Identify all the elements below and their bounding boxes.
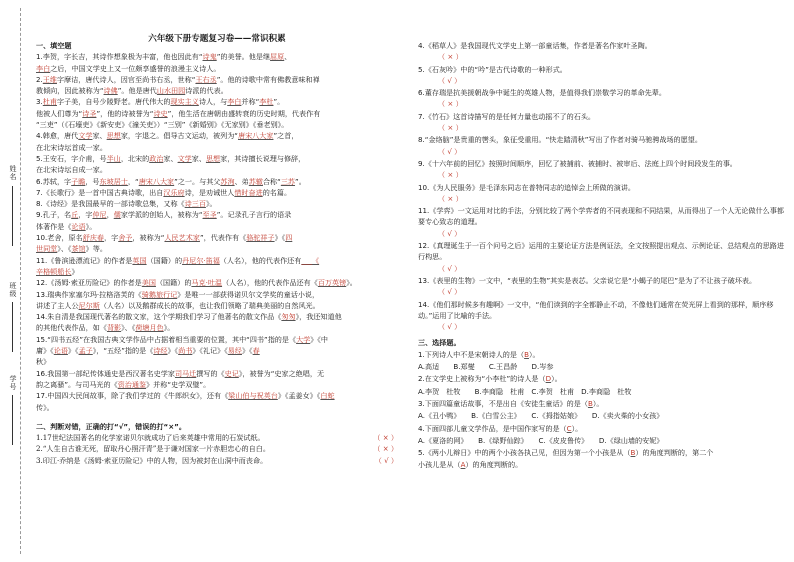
choice-question (418, 459, 788, 470)
answer-blank: 唐宋八大家 (238, 131, 274, 141)
choice-answer: B (524, 349, 529, 359)
choice-options-text: A.李贺 杜牧 B.李商隐 杜甫 C.李贺 杜甫 D.李商隐 杜牧 (418, 386, 632, 396)
judge-text: 2.“人生自古谁无死，留取丹心照汗青”是于谦对国家一片赤胆忠心的自白。 (36, 444, 270, 454)
fill-question-line (36, 334, 398, 345)
choice-stem: 3.下面四篇童话故事，不是出自《安徒生童话》的是（ (418, 398, 588, 408)
judge-question (418, 182, 788, 205)
answer-blank: 诗鬼 (202, 52, 217, 62)
choice-stem: 5.《两小儿辩日》中的两个小孩各执己见，但因为第一个小孩是从（ (418, 448, 631, 458)
binding-dashed-line (20, 8, 21, 554)
judge-mark: √ (384, 455, 389, 465)
judge-mark: × (382, 433, 389, 443)
choice-stem: 4.下面四部儿童文学作品，是中国作家写的是（ (418, 423, 567, 433)
answer-blank: 尼尔斯 (78, 300, 100, 310)
judge-text: 12.《真理诞生于一百个问号之后》运用的主要论证方法是例证法，全文按照提出观点、示例论证、总结观点的思路进行构思。 (418, 241, 784, 262)
choice-options (418, 435, 788, 446)
fill-question-line (36, 108, 398, 119)
judge-question (418, 205, 788, 239)
judge-answer: （ √ ） (374, 455, 398, 465)
judge-mark: √ (447, 322, 452, 332)
judge-mark: √ (447, 75, 452, 85)
question-text: 庸》《 (36, 346, 54, 356)
judge-answer: （ √ ） (438, 287, 462, 297)
answer-blank: 梁山伯与祝英台 (228, 391, 278, 401)
fill-question-line (36, 119, 398, 130)
answer-blank: 苏洵 (220, 176, 235, 186)
fill-question-line (36, 176, 398, 187)
answer-blank: 骆驼祥子 (246, 233, 275, 243)
question-text: 14.朱自清是我国现代著名的散文家，这个学期我们学习了他著名的散文作品《 (36, 312, 282, 322)
choice-options (418, 361, 788, 372)
answer-blank: 王右丞 (195, 74, 217, 84)
question-text: 》，被誉为“史家之绝唱，无 (238, 368, 325, 378)
name-fill-line (12, 186, 13, 246)
choice-question (418, 447, 788, 458)
judge-text: 11.《学弈》一文运用对比的手法，分别比较了两个学弈者的不同表现和不同结果，从而得出了一个人无论做什么事都要专心致志的道理。 (418, 206, 784, 227)
question-text: ”。 (273, 97, 285, 107)
page-title: 六年级下册专题复习卷——常识积累 (148, 34, 286, 44)
question-text: 15.“四书五经”在我国古典文学作品中占据着相当重要的位置，其中“四书”指的是《 (36, 334, 297, 344)
question-text: 2. (36, 74, 43, 84)
answer-blank: 思想 (106, 131, 121, 141)
choice-options (418, 410, 788, 421)
judge-answer: （ × ） (438, 123, 463, 133)
question-text: ”之一。与其父 (174, 176, 221, 186)
answer-blank: 东坡居士 (99, 176, 128, 186)
question-text: （人名），他的代表作品还有《 (222, 278, 318, 288)
question-text: 》、《 (121, 323, 136, 333)
choice-answer: B (587, 398, 593, 408)
answer-blank: 现实主义 (170, 97, 199, 107)
question-text: ”，他生活在唐朝由盛转衰的历史时期，代表作有 (167, 108, 321, 118)
question-text: 撰写的《 (196, 368, 225, 378)
margin-label-class: 班级 (9, 282, 17, 298)
judge-mark: × (447, 99, 454, 109)
judge-answer: （ √ ） (438, 263, 462, 273)
choice-options-text: A.高适 B.郑燮 C.王昌龄 D.岑参 (418, 362, 554, 372)
question-text: 10.老舍，原名 (36, 233, 83, 243)
choice-stem: 1.下列诗人中不是宋朝诗人的是（ (418, 349, 525, 359)
question-text: 合称“ (262, 176, 281, 186)
question-text: 》 (43, 357, 51, 367)
question-text: 诗派的代表。 (185, 86, 228, 96)
question-text: 的名篇。 (262, 187, 292, 197)
question-text: 》是唯一一部获得诺贝尔文学奖的童话小说， (177, 289, 320, 299)
question-text: ”的美誉。他是继 (216, 52, 271, 62)
question-text: 》。 (346, 278, 357, 288)
question-text: ，号 (85, 176, 100, 186)
section-heading-choice: 三、选择题。 (418, 338, 461, 348)
question-text: 体著作是《 (36, 221, 72, 231)
judge-text: 14.《他们那时候多有趣啊》一文中，“他们读到的字全都静止不动，不像他们通常在荧光屏上看到的那样，顺序移动。”运用了比喻的手法。 (418, 299, 774, 320)
question-text: 家，其诗擅长说理与修辞， (220, 153, 306, 163)
choice-options (418, 386, 788, 397)
answer-blank: 半山 (106, 153, 121, 163)
answer-blank: 诗经 (153, 346, 168, 356)
answer-blank: 匆匆 (281, 312, 296, 322)
question-text: ”，他的诗被誉为“ (96, 108, 154, 118)
answer-blank: 史记 (224, 368, 239, 378)
fill-question-line (36, 51, 398, 62)
answer-blank: 诗三百 (184, 199, 206, 209)
question-text: 3. (36, 97, 43, 107)
question-text: 》《 (241, 346, 253, 356)
question-text: 、弟 (234, 176, 249, 186)
fill-questions (36, 51, 398, 413)
judge-answer: （ × ） (438, 170, 463, 180)
question-text: 》、《 (57, 244, 72, 254)
judge-question (36, 455, 398, 466)
choice-question (418, 423, 788, 434)
judge-mark: √ (447, 287, 452, 297)
choice-questions (418, 349, 788, 471)
question-text: 》。 (205, 199, 217, 209)
answer-blank: 背影 (106, 323, 122, 333)
answer-blank: 山水田园 (156, 86, 186, 96)
question-text: 家、 (92, 131, 107, 141)
question-text: 11.《鲁滨逊漂流记》的作者是 (36, 255, 133, 265)
fill-question-line (36, 63, 398, 74)
answer-blank: 三苏 (280, 176, 296, 186)
fill-question-line (36, 130, 398, 141)
choice-answer: A (460, 460, 466, 470)
question-text: 秋 (36, 357, 44, 367)
answer-blank: 王维 (42, 74, 57, 84)
question-text: ”。 (295, 176, 306, 186)
choice-stem-end: ）。 (551, 374, 562, 384)
margin-label-name: 姓名 (9, 165, 17, 181)
answer-blank: 辛格顿船长 (36, 266, 72, 276)
question-text: 》。 (163, 323, 175, 333)
answer-blank: 舍予 (118, 233, 133, 243)
left-column (36, 40, 398, 466)
answer-blank: 屈原 (270, 52, 285, 62)
section-heading-fill: 一、填空题 (36, 41, 72, 50)
fill-question-line (36, 221, 398, 232)
fill-question-line (36, 402, 398, 413)
question-text: 传 (36, 402, 44, 412)
question-text: 》并称“史学双璧”。 (146, 379, 211, 389)
question-text: 6.苏轼，字 (36, 176, 72, 186)
answer-blank: 白蛇 (320, 391, 335, 401)
answer-blank: 诗史 (153, 108, 168, 118)
answer-blank: 四 (285, 233, 293, 243)
judge-question (418, 240, 788, 274)
fill-question-line (36, 153, 398, 164)
answer-blank: 文学 (177, 153, 192, 163)
question-text: （人名），他的代表作还有 (219, 255, 302, 265)
answer-blank: 思想 (205, 153, 221, 163)
question-text: （国籍）的 (146, 255, 183, 265)
question-text: 》。 (43, 402, 54, 412)
section-heading-judge: 二、判断对错，正确的打“√”，错误的打“×”。 (36, 421, 186, 431)
question-text: 13.瑞典作家塞尔玛·拉格洛芙的《 (36, 289, 142, 299)
question-text: ”。记录孔子言行的语录 (216, 210, 292, 220)
question-text: 》《礼记》《 (192, 346, 228, 356)
fill-question-line (36, 96, 398, 107)
question-text: 教倾向，因此被称为“ (36, 86, 104, 96)
judge-mark: √ (447, 263, 452, 273)
id-fill-line (12, 395, 13, 445)
choice-answer: C (566, 423, 572, 433)
question-text: 1.李贺，字长吉，其诗作想象极为丰富，他也因此有“ (36, 52, 203, 62)
choice-stem-end: ）。 (592, 398, 604, 408)
question-text: ”。他是唐代 (117, 86, 157, 96)
question-text: 并称“ (241, 97, 260, 107)
judge-question (418, 87, 788, 110)
answer-blank: 政治 (149, 153, 164, 163)
fill-question-line (36, 187, 398, 198)
question-text: ，“ (127, 176, 139, 186)
judge-question (418, 64, 788, 87)
judge-answer: （ √ ） (438, 322, 462, 332)
fill-question-line (36, 356, 398, 367)
answer-blank: 资治通鉴 (117, 379, 147, 389)
answer-blank: 诗佛 (103, 86, 118, 96)
judge-question (418, 134, 788, 157)
answer-blank: 惜时奋进 (234, 187, 263, 197)
choice-stem: 2.在文学史上被称为“小李杜”的诗人是（ (418, 374, 546, 384)
answer-blank: 春 (252, 346, 260, 356)
fill-question-line (36, 277, 398, 288)
question-text: 4.韩愈，唐代 (36, 131, 79, 141)
choice-question (418, 349, 788, 360)
choice-stem: 小孩儿是从（ (418, 460, 461, 470)
answer-blank: 李白 (36, 63, 51, 73)
judge-text: 1.17世纪法国著名的化学家诺贝尔就成功了后来英雄中常用的石炭试纸。 (36, 433, 265, 443)
question-text: 诗人，与 (198, 97, 228, 107)
question-text: 在北宋诗坛自成一家。 (36, 165, 107, 175)
answer-blank: 苏辙 (248, 176, 263, 186)
question-text: 诗，是劝诫世人 (184, 187, 235, 197)
question-text: 9.孔子，名 (36, 210, 72, 220)
question-text: ，北宋的 (120, 153, 150, 163)
answer-blank: ___《 (301, 255, 320, 265)
answer-blank: 舒庆春 (82, 233, 105, 243)
question-text: 》《 (67, 346, 79, 356)
answer-blank: 唐宋八大家 (138, 176, 175, 186)
question-text: 12.《汤姆·索亚历险记》的作者是 (36, 278, 142, 288)
judge-text: 9.《十六年前的回忆》按照时间顺序，回忆了被捕前、被捕时、被审后、法庭上四个时间段发生的事。 (418, 158, 737, 168)
choice-stem-end: ）。 (571, 423, 583, 433)
answer-blank: 马克·吐温 (191, 278, 223, 288)
judge-answer: （ × ） (373, 444, 398, 454)
judge-text: 8.“金络脑”是贵重的辔头，象征受重用。“快走踏清秋”写出了作者对骑马驰骋战场的愿望。 (418, 135, 702, 145)
judge-answer: （ × ） (373, 433, 398, 443)
choice-options-text: A.《丑小鸭》 B.《白雪公主》 C.《拇指姑娘》 D.《卖火柴的小女孩》 (418, 411, 664, 421)
judge-mark: × (447, 52, 454, 62)
fill-question-line (36, 74, 398, 85)
judge-question (36, 432, 398, 443)
judge-question (418, 111, 788, 134)
answer-blank: 人民艺术家 (164, 233, 200, 243)
judge-text: 10.《为人民服务》是毛泽东同志在普特同志的追悼会上所做的演讲。 (418, 182, 635, 192)
answer-blank: 论语 (71, 221, 86, 231)
choice-stem-end: ）的角度判断的。 (465, 460, 523, 470)
answer-blank: 杜甫 (42, 97, 57, 107)
choice-answer: B (630, 448, 636, 458)
answer-blank: 汉乐府 (163, 187, 185, 197)
question-text: 之后，中国文学史上又一位颇享盛誉的浪漫主义诗人。 (50, 63, 221, 73)
question-text: 5.王安石，字介甫，号 (36, 153, 107, 163)
judge-text: 3.印江·乔纳是《汤姆·索亚历险记》中的人物，因为被封在山洞中而丧命。 (36, 455, 268, 465)
answer-blank: 美国 (141, 278, 156, 288)
right-column (418, 40, 788, 472)
judge-question (418, 275, 788, 298)
question-text: 韵之离骚”。与司马光的《 (36, 379, 118, 389)
answer-blank: 易经 (227, 346, 242, 356)
judge-questions-left (36, 432, 398, 466)
question-text: 、 (284, 52, 292, 62)
fill-question-line (36, 289, 398, 300)
answer-blank: 世同堂 (36, 244, 58, 254)
judge-text: 5.《石灰吟》中的“吟”是古代诗歌的一种形式。 (418, 64, 567, 74)
question-text: 家学派的创始人，被称为“ (120, 210, 203, 220)
judge-question (418, 158, 788, 181)
fill-question-line (36, 379, 398, 390)
fill-question-line (36, 232, 398, 243)
fill-question-line (36, 322, 398, 333)
fill-question-line (36, 209, 398, 220)
question-text: 家，字退之。倡导古文运动，被列为“ (120, 131, 238, 141)
judge-question (418, 299, 788, 333)
question-text: 》等。 (85, 244, 107, 254)
choice-stem-end: ）。 (528, 349, 540, 359)
answer-blank: 尚书 (178, 346, 193, 356)
answer-blank: 文学 (78, 131, 93, 141)
question-text: 讲述了主人公 (36, 300, 79, 310)
judge-answer: （ √ ） (438, 228, 462, 238)
answer-blank: 大学 (296, 334, 311, 344)
question-text: “三吏”（《石壕吏》《新安吏》《潼关吏》）“三别”《新婚别》《无家别》《垂老别》。 (36, 120, 289, 130)
judge-mark: × (447, 193, 454, 203)
fill-question-line (36, 311, 398, 322)
question-text: 》。 (85, 221, 97, 231)
judge-answer: （ × ） (438, 99, 463, 109)
question-text: ，被称为“ (132, 233, 165, 243)
question-text: 》《 (274, 233, 286, 243)
answer-blank: 司马迁 (174, 368, 197, 378)
answer-blank: 儒 (113, 210, 121, 220)
question-text: 家、 (191, 153, 206, 163)
margin-label-id: 学号 (9, 375, 17, 391)
choice-answer: D (545, 374, 552, 384)
judge-text: 4.《稻草人》是我国现代文学史上第一部童话集，作者是著名作家叶圣陶。 (418, 41, 652, 50)
answer-blank: 诗圣 (82, 108, 97, 118)
fill-question-line (36, 390, 398, 401)
question-text: 》《中 (310, 334, 328, 344)
answer-blank: 至圣 (202, 210, 217, 220)
question-text: 》 (71, 266, 79, 276)
answer-blank: 论语 (53, 346, 68, 356)
question-text: 他被人们尊为“ (36, 108, 83, 118)
question-text: 家、 (163, 153, 178, 163)
judge-mark: × (447, 170, 454, 180)
answer-blank: 李白 (227, 97, 242, 107)
question-text: 8.《诗经》是我国最早的一部诗歌总集，又称《 (36, 199, 185, 209)
answer-blank: 荷塘月色 (135, 323, 164, 333)
answer-blank: 李杜 (259, 97, 274, 107)
question-text: （人名）以及鹅群成长的故事，也让我们领略了瑞典美丽的自然风光。 (99, 300, 320, 310)
fill-question-line (36, 164, 398, 175)
question-text: 》，“五经”指的是《 (92, 346, 154, 356)
question-text: 》，我还知道他 (295, 312, 342, 322)
choice-question (418, 398, 788, 409)
judge-mark: × (447, 123, 454, 133)
question-text: ”之首， (273, 131, 299, 141)
fill-question-line (36, 198, 398, 209)
fill-question-line (36, 345, 398, 356)
answer-blank: 骑鹅旅行记 (141, 289, 178, 299)
judge-questions-right (418, 40, 788, 332)
judge-question (418, 40, 788, 63)
question-text: 17.中国四大民间故事，除了我们学过的《牛郎织女》，还有《 (36, 391, 229, 401)
question-text: ”。他的诗歌中常有佛教意味和禅 (216, 74, 320, 84)
answer-blank: 英国 (132, 255, 147, 265)
judge-answer: （ × ） (438, 52, 463, 62)
fill-question-line (36, 243, 398, 254)
question-text: 字摩诘，唐代诗人，因官至尚书右丞，世称“ (56, 74, 196, 84)
question-text: ”，代表作有《 (199, 233, 247, 243)
judge-mark: √ (447, 228, 452, 238)
answer-blank: 孟子 (78, 346, 93, 356)
question-text: ，字 (104, 233, 119, 243)
choice-question (418, 373, 788, 384)
question-text: 16.我国第一部纪传体通史是西汉著名史学家 (36, 368, 175, 378)
fill-question-line (36, 85, 398, 96)
judge-text: 7.《竹石》这首诗描写的是任何力量也动摇不了的石头。 (418, 111, 596, 121)
judge-mark: × (382, 444, 389, 454)
judge-text: 6.董存瑞是抗美援朝战争中诞生的英雄人物，是值得我们崇敬学习的革命先辈。 (418, 88, 666, 98)
fill-question-line (36, 368, 398, 379)
judge-question (36, 443, 398, 454)
fill-question-line (36, 266, 398, 277)
question-text: ， (106, 210, 114, 220)
fill-question-line (36, 300, 398, 311)
judge-answer: （ √ ） (438, 146, 462, 156)
choice-options-text: A.《夏洛的网》 B.《绿野仙踪》 C.《皮皮鲁传》 D.《绿山墙的安妮》 (418, 435, 664, 445)
answer-blank: 丹尼尔·笛福 (182, 255, 220, 265)
fill-question-line (36, 142, 398, 153)
question-text: ，字 (78, 210, 93, 220)
binding-margin (0, 0, 30, 562)
question-text: 在北宋诗坛首成一家。 (36, 142, 107, 152)
judge-mark: √ (447, 146, 452, 156)
class-fill-line (12, 302, 13, 352)
judge-answer: （ √ ） (438, 75, 462, 85)
answer-blank: 丘 (71, 210, 79, 220)
judge-answer: （ × ） (438, 193, 463, 203)
question-text: 的其他代表作品，如《 (36, 323, 107, 333)
fill-question-line (36, 255, 398, 266)
question-text: 7.《长歌行》是一首中国古典诗歌，出自 (36, 187, 164, 197)
answer-blank: 茶馆 (71, 244, 86, 254)
question-text: 》《 (167, 346, 179, 356)
question-text: 》《孟姜女》《 (277, 391, 321, 401)
answer-blank: 仲尼 (92, 210, 107, 220)
question-text: 字子美，自号少陵野老。唐代伟大的 (56, 97, 171, 107)
question-text: （国籍）的 (155, 278, 192, 288)
judge-text: 13.《表里的生物》一文中，“表里的生物”其实是表芯。父亲说它是“小蝎子的尾巴”是为了不让孩子破坏表。 (418, 275, 757, 285)
choice-stem-end: ）的角度判断的，第二个 (635, 448, 714, 458)
answer-blank: 百万英镑 (317, 278, 347, 288)
answer-blank: 子瞻 (71, 176, 86, 186)
